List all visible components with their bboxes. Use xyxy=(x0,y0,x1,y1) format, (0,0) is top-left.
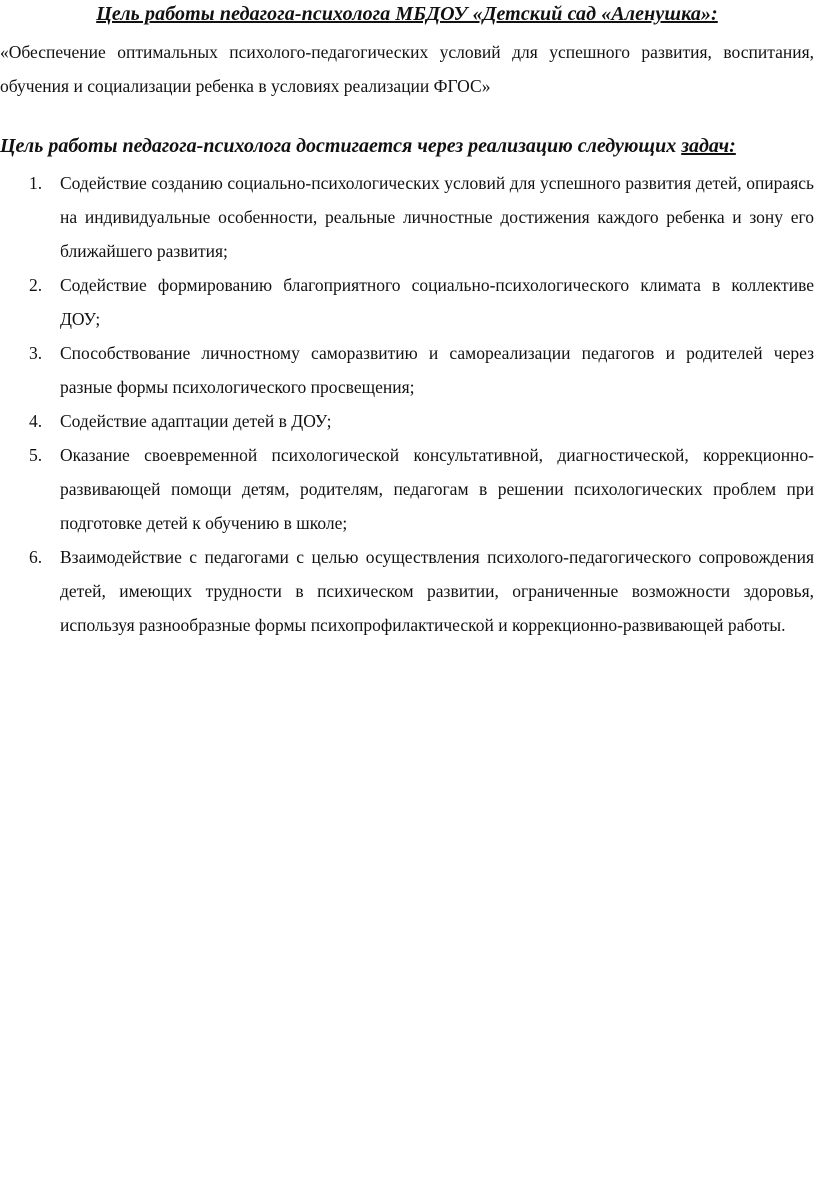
list-item-number: 6. xyxy=(29,547,43,567)
list-item-number: 1. xyxy=(29,173,43,193)
list-item xyxy=(0,540,814,642)
document-title: Цель работы педагога-психолога МБДОУ «Детский сад «Аленушка»: xyxy=(96,3,718,25)
list-item-number: 2. xyxy=(29,275,43,295)
list-item xyxy=(0,166,814,268)
goal-statement: «Обеспечение оптимальных психолого-педагогических условий для успешного развития, воспитания, обучения и социализации ребенка в условиях реализации ФГОС» xyxy=(0,42,814,96)
list-item xyxy=(0,336,814,404)
tasks-heading-text: Цель работы педагога-психолога достигается через реализацию следующих xyxy=(0,135,682,157)
list-item-text: Оказание своевременной психологической консультативной, диагностической, коррекционно-развивающей помощи детям, родителям, педагогам в решении психологических проблем при подготовке детей к обучению в школе; xyxy=(60,445,814,533)
list-item-number: 3. xyxy=(29,343,43,363)
list-item-text: Содействие созданию социально-психологических условий для успешного развития детей, опираясь на индивидуальные особенности, реальные личностные достижения каждого ребенка и зону его ближайшего развития; xyxy=(60,173,814,261)
list-item xyxy=(0,404,814,438)
list-item-text: Содействие адаптации детей в ДОУ; xyxy=(60,411,332,431)
task-list xyxy=(0,166,814,642)
list-item xyxy=(0,268,814,336)
list-item-number: 4. xyxy=(29,411,43,431)
tasks-heading xyxy=(0,129,814,163)
tasks-heading-underlined: задач: xyxy=(681,135,736,157)
list-item xyxy=(0,438,814,540)
list-item-number: 5. xyxy=(29,445,43,465)
list-item-text: Взаимодействие с педагогами с целью осуществления психолого-педагогического сопровождения детей, имеющих трудности в психическом развитии, ограниченные возможности здоровья, используя разнообразные формы психопрофилактической и коррекционно-развивающей работы. xyxy=(60,547,814,635)
list-item-text: Содействие формированию благоприятного социально-психологического климата в коллективе ДОУ; xyxy=(60,275,814,329)
list-item-text: Способствование личностному саморазвитию и самореализации педагогов и родителей через разные формы психологического просвещения; xyxy=(60,343,814,397)
